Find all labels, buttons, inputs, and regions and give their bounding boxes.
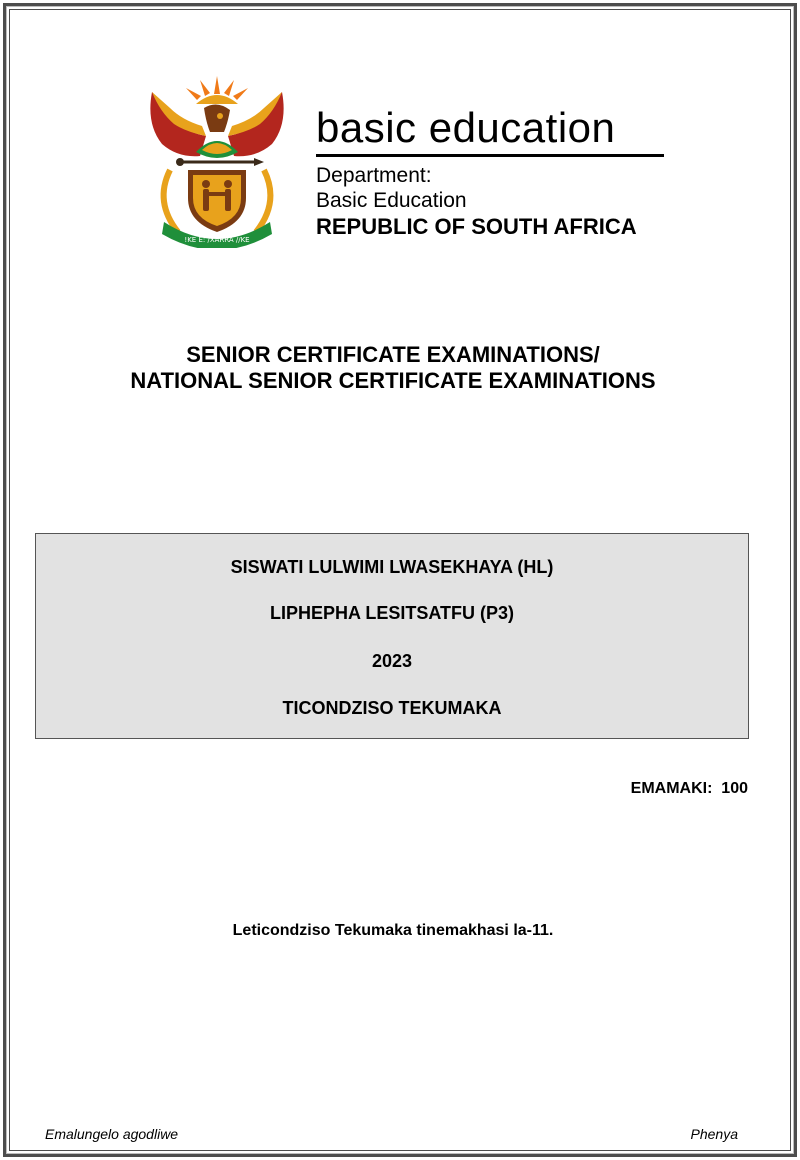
- department-name: Basic Education: [316, 189, 467, 212]
- document-type: TICONDZISO TEKUMAKA: [282, 698, 502, 718]
- motto-text: !KE E: /XARRA //KE: [184, 236, 250, 244]
- coat-of-arms-logo: [144, 72, 290, 248]
- turn-over-note: Phenya: [690, 1126, 738, 1142]
- department-label: Department:: [316, 164, 432, 187]
- copyright-note: Emalungelo agodliwe: [45, 1126, 179, 1142]
- country-name: REPUBLIC OF SOUTH AFRICA: [316, 214, 637, 239]
- page-count-note: Leticondziso Tekumaka tinemakhasi la-11.: [232, 922, 554, 939]
- department-branding: [316, 104, 666, 240]
- total-marks: EMAMAKI: 100: [630, 780, 748, 797]
- brand-divider: [316, 154, 664, 157]
- subject-box: [35, 533, 749, 739]
- exam-heading-line2: NATIONAL SENIOR CERTIFICATE EXAMINATIONS: [130, 368, 656, 393]
- subject-name: SISWATI LULWIMI LWASEKHAYA (HL): [230, 557, 554, 577]
- exam-heading-line1: SENIOR CERTIFICATE EXAMINATIONS/: [186, 342, 600, 367]
- paper-number: LIPHEPHA LESITSATFU (P3): [269, 603, 514, 623]
- exam-year: 2023: [371, 651, 413, 671]
- exam-heading: [0, 342, 786, 394]
- brand-title: basic education: [316, 104, 616, 151]
